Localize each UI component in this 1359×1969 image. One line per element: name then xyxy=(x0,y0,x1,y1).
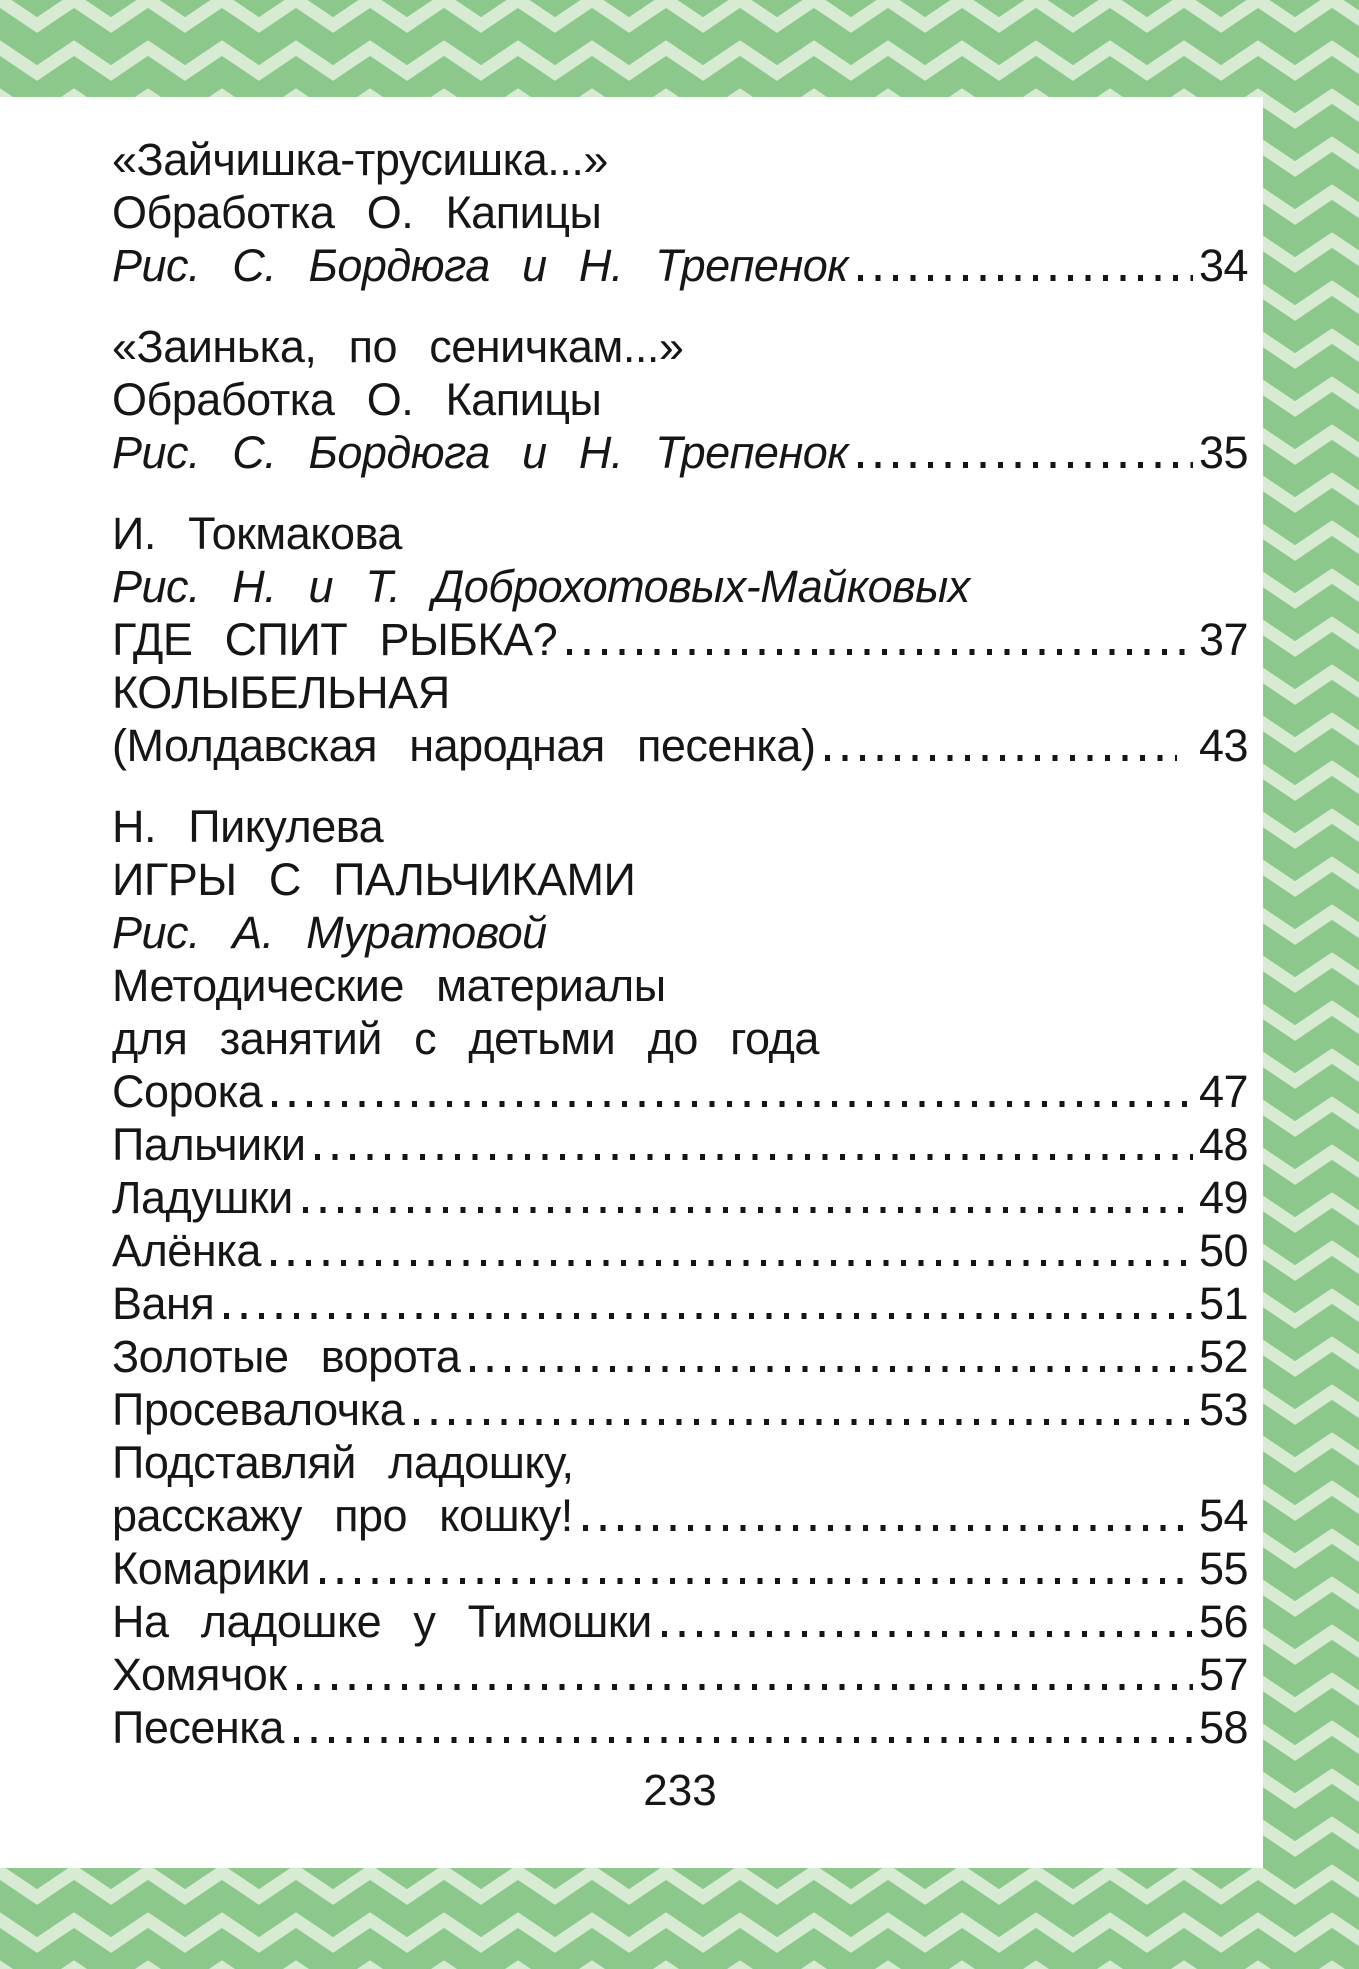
toc-line xyxy=(112,426,1248,479)
toc-line xyxy=(112,320,1248,373)
toc-line xyxy=(112,959,1248,1012)
toc-line xyxy=(112,1436,1248,1489)
toc-line xyxy=(112,1118,1248,1171)
page-number: 43 xyxy=(1198,720,1248,771)
toc-line xyxy=(112,719,1248,772)
toc-entry xyxy=(112,133,1248,292)
toc-line xyxy=(112,1277,1248,1330)
toc-line xyxy=(112,1489,1248,1542)
toc-entry xyxy=(112,507,1248,772)
page-number: 55 xyxy=(1198,1543,1248,1594)
toc-line-text: Песенка xyxy=(112,1702,284,1753)
toc-line-text: КОЛЫБЕЛЬНАЯ xyxy=(112,667,450,718)
toc-line xyxy=(112,1595,1248,1648)
toc-line-text: для занятий с детьми до года xyxy=(112,1013,819,1064)
dot-leader xyxy=(315,1154,1192,1160)
toc-line xyxy=(112,1065,1248,1118)
page-number: 57 xyxy=(1198,1649,1248,1700)
toc-line-text: Пальчики xyxy=(112,1119,306,1170)
toc-line xyxy=(112,613,1248,666)
toc-line xyxy=(112,1224,1248,1277)
toc-line xyxy=(112,853,1248,906)
toc-line-text: (Молдавская народная песенка) xyxy=(112,720,816,771)
dot-leader xyxy=(470,1366,1193,1372)
page-number: 35 xyxy=(1198,427,1248,478)
toc-line-text: Обработка О. Капицы xyxy=(112,374,602,425)
toc-line-text: Рис. С. Бордюга и Н. Трепенок xyxy=(112,427,848,478)
toc-line xyxy=(112,1701,1248,1754)
toc-line-text: Рис. С. Бордюга и Н. Трепенок xyxy=(112,240,848,291)
toc-line-text: Золотые ворота xyxy=(112,1331,461,1382)
page-number: 47 xyxy=(1198,1066,1248,1117)
dot-leader xyxy=(303,1207,1193,1213)
page-number: 58 xyxy=(1198,1702,1248,1753)
toc-line xyxy=(112,1648,1248,1701)
toc-line-text: Рис. Н. и Т. Доброхотовых-Майковых xyxy=(112,561,970,612)
toc-line xyxy=(112,560,1248,613)
dot-leader xyxy=(662,1631,1193,1637)
dot-leader xyxy=(271,1260,1193,1266)
dot-leader xyxy=(320,1578,1193,1584)
toc-line-text: расскажу про кошку! xyxy=(112,1490,573,1541)
toc-entry xyxy=(112,800,1248,1754)
toc xyxy=(112,133,1248,1817)
dot-leader xyxy=(567,649,1193,655)
toc-line-text: Комарики xyxy=(112,1543,311,1594)
dot-leader xyxy=(224,1313,1193,1319)
page-number: 52 xyxy=(1198,1331,1248,1382)
toc-line xyxy=(112,1383,1248,1436)
dot-leader xyxy=(297,1684,1193,1690)
page-number: 48 xyxy=(1198,1119,1248,1170)
toc-line xyxy=(112,666,1248,719)
page-number: 56 xyxy=(1198,1596,1248,1647)
toc-line-text: «Зайчишка-трусишка...» xyxy=(112,134,608,185)
page-number: 53 xyxy=(1198,1384,1248,1435)
toc-line-text: Просевалочка xyxy=(112,1384,405,1435)
toc-line xyxy=(112,239,1248,292)
page-number: 49 xyxy=(1198,1172,1248,1223)
toc-line-text: Методические материалы xyxy=(112,960,666,1011)
toc-line xyxy=(112,373,1248,426)
dot-leader xyxy=(414,1419,1193,1425)
toc-line-text: Подставляй ладошку, xyxy=(112,1437,574,1488)
toc-line-text: ГДЕ СПИТ РЫБКА? xyxy=(112,614,558,665)
toc-entry xyxy=(112,320,1248,479)
page-number: 50 xyxy=(1198,1225,1248,1276)
toc-line-text: Обработка О. Капицы xyxy=(112,187,602,238)
toc-line xyxy=(112,186,1248,239)
toc-line-text: И. Токмакова xyxy=(112,508,402,559)
toc-line xyxy=(112,1542,1248,1595)
page-number: 54 xyxy=(1198,1490,1248,1541)
dot-leader xyxy=(858,462,1193,468)
dot-leader xyxy=(825,755,1176,761)
toc-line xyxy=(112,507,1248,560)
toc-line-text: Сорока xyxy=(112,1066,263,1117)
toc-line xyxy=(112,1330,1248,1383)
page-number: 51 xyxy=(1198,1278,1248,1329)
toc-line-text: Ладушки xyxy=(112,1172,293,1223)
toc-line-text: Ваня xyxy=(112,1278,215,1329)
toc-line xyxy=(112,800,1248,853)
toc-line-text: Хомячок xyxy=(112,1649,287,1700)
folio: 233 xyxy=(643,1766,717,1815)
toc-line-text: Алёнка xyxy=(112,1225,261,1276)
dot-leader xyxy=(294,1737,1193,1743)
toc-line xyxy=(112,133,1248,186)
toc-line-text: На ладошке у Тимошки xyxy=(112,1596,652,1647)
toc-line xyxy=(112,906,1248,959)
dot-leader xyxy=(272,1101,1193,1107)
page-number: 34 xyxy=(1198,240,1248,291)
toc-line-text: Н. Пикулева xyxy=(112,801,384,852)
toc-line-text: «Заинька, по сеничкам...» xyxy=(112,321,684,372)
dot-leader xyxy=(858,275,1193,281)
toc-line-text: ИГРЫ С ПАЛЬЧИКАМИ xyxy=(112,854,636,905)
toc-line xyxy=(112,1012,1248,1065)
page-number: 37 xyxy=(1198,614,1248,665)
dot-leader xyxy=(583,1525,1193,1531)
toc-line-text: Рис. А. Муратовой xyxy=(112,907,547,958)
toc-line xyxy=(112,1171,1248,1224)
